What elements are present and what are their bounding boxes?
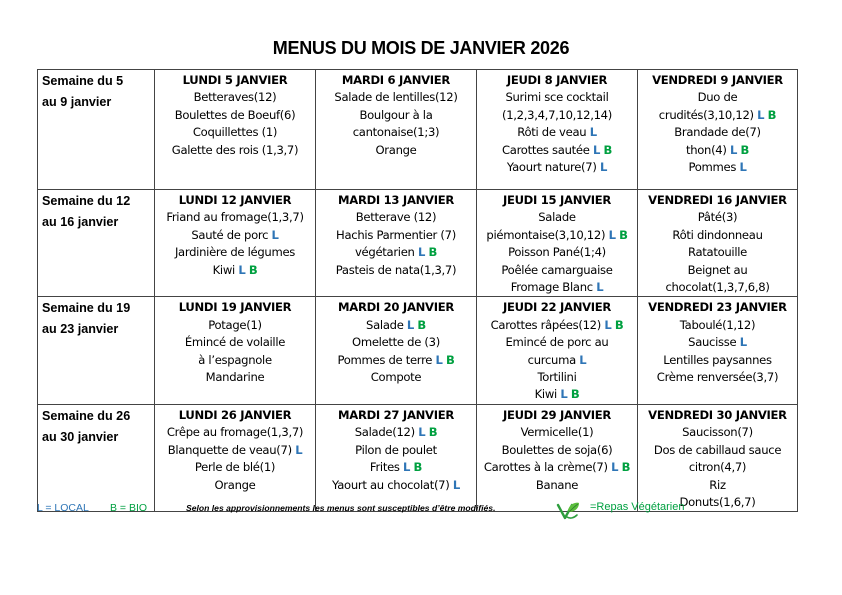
bio-tag: B (767, 107, 777, 122)
menu-item (318, 124, 474, 141)
menu-item (157, 352, 313, 369)
week-label-line: au 9 janvier (42, 95, 112, 109)
menu-item (157, 209, 313, 226)
menu-item-text: citron(4,7) (688, 460, 747, 475)
menu-item-text: Boulettes de soja(6) (501, 442, 613, 457)
menu-item-text: Taboulé(1,12) (679, 317, 756, 332)
menu-item (157, 262, 313, 279)
bio-tag: B (614, 317, 624, 332)
day-header: LUNDI 5 JANVIER (182, 73, 288, 87)
week-row (38, 70, 798, 190)
day-header: JEUDI 8 JANVIER (506, 73, 608, 87)
week-label (38, 190, 155, 297)
menu-item-text: crudités(3,10,12) (658, 107, 754, 122)
day-menu-cell (316, 297, 477, 404)
day-menu-cell (638, 404, 798, 511)
legend-bio: B = BIO (110, 502, 148, 514)
local-tag: L (730, 142, 738, 157)
menu-item-text: Potage(1) (208, 317, 262, 332)
menu-item-text: Saucisse (688, 335, 737, 350)
menu-item-text: Orange (375, 142, 417, 157)
week-row (38, 190, 798, 297)
menu-item (479, 262, 635, 279)
menu-item (640, 477, 795, 494)
menu-item (318, 459, 474, 476)
menu-item (318, 209, 474, 226)
bio-tag: B (413, 460, 423, 475)
local-tag: L (418, 425, 426, 440)
menu-item-text: Salade (366, 317, 407, 332)
menu-item (318, 317, 474, 334)
menu-item-text: Banane (535, 477, 579, 492)
menu-item-text: Betteraves(12) (193, 90, 277, 105)
menu-item-text: Salade(12) (354, 425, 415, 440)
menu-item-text: Beignet au (687, 262, 748, 277)
menu-item (479, 317, 635, 334)
week-label (38, 70, 155, 190)
bio-tag: B (740, 142, 750, 157)
menu-item (479, 142, 635, 159)
menu-item-text: Vermicelle(1) (520, 425, 594, 440)
menu-item-text: Pommes (688, 160, 737, 175)
local-tag: L (435, 352, 443, 367)
day-menu-cell (477, 404, 638, 511)
menu-item (157, 124, 313, 141)
day-menu-cell (316, 70, 477, 190)
menu-item-text: Kiwi (534, 387, 557, 402)
menu-item-text: Émincé de volaille (184, 335, 286, 350)
menu-item-text: Carottes à la crème(7) (483, 460, 608, 475)
page-title: MENUS DU MOIS DE JANVIER 2026 (272, 38, 570, 58)
week-label (38, 297, 155, 404)
local-tag: L (295, 442, 303, 457)
vegetarian-leaf-icon (555, 500, 581, 522)
menu-item-text: Compote (370, 370, 422, 385)
menu-item-text: Carottes râpées(12) (490, 317, 601, 332)
menu-item (318, 244, 474, 261)
menu-item-text: Frites (369, 460, 400, 475)
menu-item (479, 89, 635, 106)
bio-tag: B (248, 262, 258, 277)
local-tag: L (596, 280, 604, 295)
menu-item-text: Carottes sautée (502, 142, 590, 157)
menu-item (479, 227, 635, 244)
menu-item-text: Donuts(1,6,7) (679, 494, 756, 509)
day-menu-cell (155, 70, 316, 190)
day-menu-cell (155, 404, 316, 511)
menu-item (479, 459, 635, 476)
menu-item-text: Crème renversée(3,7) (656, 370, 779, 385)
day-header: JEUDI 29 JANVIER (502, 407, 612, 422)
menu-item (318, 142, 474, 159)
menu-item-text: Mandarine (205, 370, 265, 385)
day-menu-cell (638, 190, 798, 297)
menu-item (640, 244, 795, 261)
menu-item (640, 459, 795, 476)
local-tag: L (592, 142, 601, 157)
menu-item-text: Sauté de porc (191, 227, 269, 242)
menu-item (640, 124, 795, 141)
bio-tag: B (570, 387, 580, 402)
week-label-line: au 23 janvier (42, 322, 119, 337)
day-header: VENDREDI 16 JANVIER (648, 193, 787, 207)
local-tag: L (271, 227, 279, 242)
menu-item (479, 244, 635, 261)
menu-item-text: Pasteis de nata(1,3,7) (335, 262, 457, 277)
day-menu-cell (638, 70, 798, 190)
day-header: LUNDI 26 JANVIER (178, 407, 292, 422)
menu-item-text: Friand au fromage(1,3,7) (166, 210, 304, 225)
menu-item (640, 442, 795, 459)
menu-item (318, 442, 474, 459)
menu-item (479, 386, 635, 403)
menu-item-text: Rôti dindonneau (672, 227, 763, 242)
menu-item-text: Pilon de poulet (355, 442, 437, 457)
local-tag: L (238, 262, 246, 277)
menu-item-text: chocolat(1,3,7,6,8) (665, 280, 770, 295)
menu-item (318, 352, 474, 369)
menu-item-text: Emincé de porc au (505, 335, 609, 350)
menu-item (479, 424, 635, 441)
menu-item (157, 107, 313, 124)
menu-item (479, 442, 635, 459)
menu-item (157, 142, 313, 159)
day-header: VENDREDI 23 JANVIER (648, 300, 787, 315)
menu-item-text: Galette des rois (1,3,7) (171, 142, 299, 157)
menu-item-text: Blanquette de veau(7) (167, 442, 292, 457)
menu-item (157, 369, 313, 386)
menu-item (157, 89, 313, 106)
local-tag: L (579, 352, 587, 367)
menu-item (318, 369, 474, 386)
week-label-line: Semaine du 5 (42, 74, 124, 88)
local-tag: L (417, 245, 426, 260)
menu-item (640, 279, 795, 296)
bio-tag: B (417, 317, 426, 332)
menu-table (37, 69, 798, 512)
day-menu-cell (477, 190, 638, 297)
menu-item-text: Riz (709, 477, 726, 492)
menu-item (640, 89, 795, 106)
local-tag: L (403, 460, 411, 475)
menu-item (640, 424, 795, 441)
bio-tag: B (621, 460, 631, 475)
menu-item-text: Rôti de veau (517, 125, 587, 140)
menu-item-text: curcuma (527, 352, 576, 367)
menu-item-text: Betterave (12) (355, 210, 437, 225)
menu-item-text: (1,2,3,4,7,10,12,14) (502, 107, 612, 122)
menu-item (157, 317, 313, 334)
menu-item-text: cantonaise(1;3) (352, 125, 440, 140)
day-menu-cell (316, 404, 477, 511)
menu-item-text: Omelette de (3) (352, 335, 440, 350)
day-menu-cell (477, 297, 638, 404)
local-tag: L (608, 227, 616, 242)
day-header: VENDREDI 9 JANVIER (652, 73, 783, 87)
menu-item-text: Dos de cabillaud sauce (653, 442, 782, 457)
menu-item-text: Hachis Parmentier (7) (336, 227, 456, 242)
menu-item-text: Boulgour à la (359, 107, 433, 122)
local-tag: L (560, 387, 568, 402)
menu-item (640, 352, 795, 369)
menu-item (318, 89, 474, 106)
bio-tag: B (603, 142, 612, 157)
day-header: MARDI 20 JANVIER (338, 300, 454, 315)
menu-item (640, 334, 795, 351)
menu-item-text: Ratatouille (687, 245, 748, 260)
menu-item-text: Lentilles paysannes (663, 352, 772, 367)
menu-item (157, 477, 313, 494)
local-tag: L (406, 317, 415, 332)
day-header: VENDREDI 30 JANVIER (648, 407, 787, 422)
menu-item-text: Surimi sce cocktail (505, 90, 609, 105)
menu-item-text: thon(4) (685, 142, 727, 157)
menu-item (640, 209, 795, 226)
menu-item-text: Poêlée camarguaise (501, 262, 613, 277)
menu-item (318, 424, 474, 441)
local-tag: L (611, 460, 619, 475)
day-header: LUNDI 12 JANVIER (178, 193, 292, 207)
menu-item (157, 244, 313, 261)
week-label (38, 404, 155, 511)
menu-item-text: Coquillettes (1) (192, 125, 278, 140)
menu-item (479, 279, 635, 296)
local-tag: L (757, 107, 765, 122)
day-menu-cell (155, 297, 316, 404)
day-header: MARDI 6 JANVIER (341, 73, 451, 87)
menu-item-text: piémontaise(3,10,12) (486, 227, 606, 242)
menu-item (318, 477, 474, 494)
day-header: MARDI 27 JANVIER (338, 407, 454, 422)
menu-item (157, 442, 313, 459)
menu-item (640, 317, 795, 334)
menu-item (640, 159, 795, 176)
menu-item-text: Pâté(3) (697, 210, 738, 225)
menu-item (318, 227, 474, 244)
day-menu-cell (316, 190, 477, 297)
menu-item-text: Orange (214, 477, 256, 492)
menu-item (640, 142, 795, 159)
menu-item-text: Tortilini (537, 370, 577, 385)
menu-item-text: Salade (538, 210, 576, 225)
bio-tag: B (619, 227, 628, 242)
week-label-line: Semaine du 19 (42, 301, 131, 316)
menu-item-text: Yaourt au chocolat(7) (332, 477, 450, 492)
day-header: MARDI 13 JANVIER (338, 193, 454, 207)
menu-item (479, 369, 635, 386)
menu-item-text: Crêpe au fromage(1,3,7) (166, 425, 304, 440)
menu-item (318, 107, 474, 124)
menu-item-text: Perle de blé(1) (194, 460, 276, 475)
menu-change-notice: Selon les approvisionnements les menus sont susceptibles d’être modifiés. (186, 503, 496, 513)
week-label-line: Semaine du 26 (42, 408, 131, 423)
bio-tag: B (446, 352, 455, 367)
menu-item (157, 227, 313, 244)
menu-item-text: Boulettes de Boeuf(6) (174, 107, 296, 122)
menu-item (640, 369, 795, 386)
menu-item-text: Poisson Pané(1;4) (508, 245, 606, 260)
menu-item (479, 352, 635, 369)
week-label-line: au 16 janvier (42, 215, 119, 229)
menu-item (479, 334, 635, 351)
day-header: LUNDI 19 JANVIER (178, 300, 292, 315)
menu-item (640, 227, 795, 244)
menu-item (318, 334, 474, 351)
menu-item-text: Brandade de(7) (674, 125, 761, 140)
menu-item (479, 209, 635, 226)
vegetarian-legend: =Repas Végétarien (590, 501, 685, 513)
menu-item (479, 159, 635, 176)
menu-item (157, 424, 313, 441)
menu-item-text: végétarien (354, 245, 415, 260)
menu-item (479, 107, 635, 124)
day-menu-cell (155, 190, 316, 297)
local-tag: L (599, 160, 608, 175)
menu-item (157, 459, 313, 476)
day-menu-cell (638, 297, 798, 404)
bio-tag: B (428, 245, 438, 260)
menu-item-text: à l’espagnole (198, 352, 272, 367)
menu-item-text: Jardinière de légumes (174, 245, 296, 260)
week-row (38, 404, 798, 511)
day-header: JEUDI 15 JANVIER (502, 193, 612, 207)
menu-item (640, 107, 795, 124)
local-tag: L (452, 477, 460, 492)
menu-item (479, 477, 635, 494)
menu-item-text: Saucisson(7) (682, 425, 753, 440)
menu-item (318, 262, 474, 279)
menu-item-text: Fromage Blanc (510, 280, 593, 295)
week-label-line: Semaine du 12 (42, 194, 131, 208)
week-row (38, 297, 798, 404)
day-menu-cell (477, 70, 638, 190)
menu-item (157, 334, 313, 351)
menu-item-text: Yaourt nature(7) (506, 160, 597, 175)
menu-item-text: Salade de lentilles(12) (334, 90, 458, 105)
day-header: JEUDI 22 JANVIER (502, 300, 612, 315)
local-tag: L (589, 125, 597, 140)
week-label-line: au 30 janvier (42, 429, 119, 444)
menu-item-text: Pommes de terre (337, 352, 433, 367)
bio-tag: B (428, 425, 438, 440)
menu-item (479, 124, 635, 141)
local-tag: L (604, 317, 612, 332)
local-tag: L (739, 335, 747, 350)
menu-item (640, 262, 795, 279)
local-tag: L (739, 160, 747, 175)
menu-item-text: Duo de (697, 90, 738, 105)
menu-item-text: Kiwi (212, 262, 235, 277)
legend-local: L = LOCAL (37, 502, 89, 514)
